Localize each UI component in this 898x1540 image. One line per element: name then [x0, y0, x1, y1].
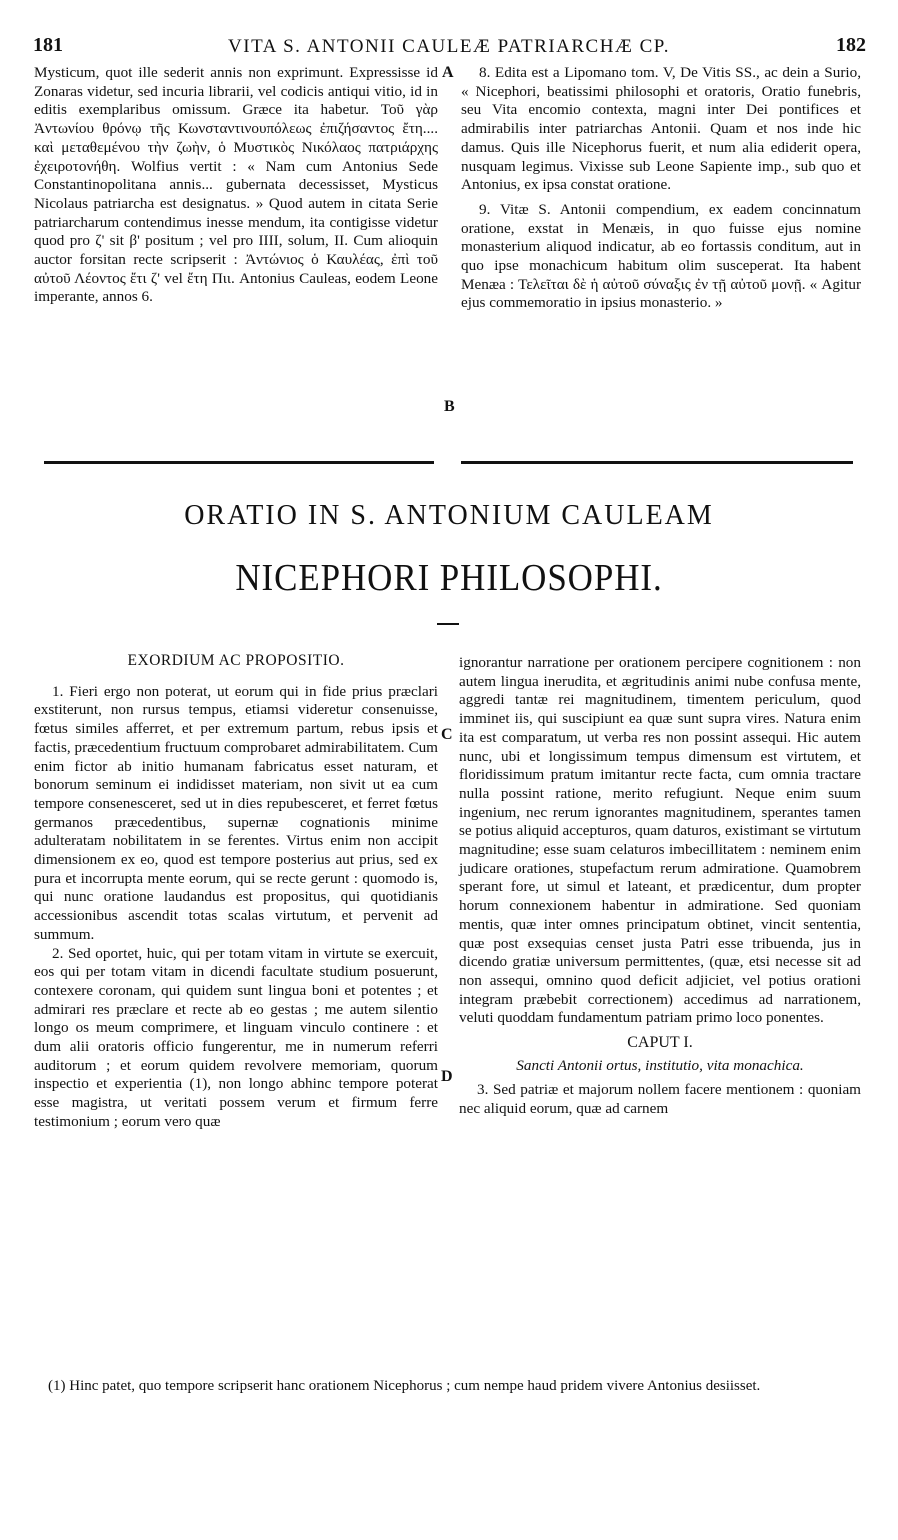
separator-rule-left — [44, 461, 434, 464]
main-left-column — [34, 652, 438, 1132]
margin-letter-d: D — [441, 1068, 453, 1085]
top-left-paragraph: Mysticum, quot ille sederit annis non exprimunt. Expressisse id Zonaras videtur, sed incuria librarii, vel codicis antiqui vitio, id in editis exemplaribus omissum. Græce ita habetur. Τοῦ γὰρ Ἀντωνίου θρόνῳ τῆς Κωνσταντινουπόλεως ἐπιζήσαντος ἔτη.... καὶ μεταθεμένου τὴν ζωὴν, ὁ Μυστικὸς Νικόλαος πατριάρχης ἐχειροτονήθη. Wolfius vertit : « Nam cum Antonius Sede Constantinopolitana annis... gubernata decessisset, Mysticus Nicolaus patriarcha est designatus. » Quod autem in citata Serie patriarcharum contendimus inesse mendum, ita contigisse videtur quod pro ζ' sit β' positum ; vel pro IIII, solum, II. Cum alioquin auctor forsitan recte scripserit : Ἀντώνιος ὁ Καυλέας, ἐπὶ τοῦ αὐτοῦ Λέοντος ἔτι ζ' vel ἔτη Πιι. Antonius Cauleas, eodem Leone imperante, annos 6. — [34, 64, 438, 306]
top-right-paragraph-9: 9. Vitæ S. Antonii compendium, ex eadem concinnatum oratione, exstat in Menæis, in quo fuisse ejus nomine monasterium aliquod indicatur, ab eo fortassis conditum, aut in quo ipse monachicum habitum olim susceperat. Ita habent Menæa : Τελεῖται δὲ ἡ αὐτοῦ σύναξις ἐν τῇ αὐτοῦ μονῇ. « Agitur ejus commemoratio in ipsius monasterio. » — [461, 200, 861, 312]
footnote: (1) Hinc patet, quo tempore scripserit hanc orationem Nicephorus ; cum nempe haud pridem vivere Antonius desiisset. — [48, 1378, 761, 1394]
margin-letter-b: B — [444, 398, 455, 415]
running-title: VITA S. ANTONII CAULEÆ PATRIARCHÆ CP. — [228, 36, 670, 57]
main-right-paragraph: ignorantur narratione per orationem percipere cognitionem : non autem lingua inerudita, et ægritudinis animi nube confusa mente, aggredi tantæ rei magnitudinem, timentem periculum, quod imminet iis, qui suscipiunt ea quæ sunt supra vires. Natura enim ita est comparatum, ut verba res non possint assequi. Hic autem nunc, ubi et longissimum tempus dimensum est virtutem, et floridissimum pratum imitantur recte facta, cum omnia tractare nulla possint ratione, merito refugiunt. Neque enim suum ingenium, nec rerum ignorantes magnitudinem, sperantes tamen se potius aliquid accepturos, quam daturos, existimant se virtutum magnitudine; esse suam celaturos imbecillitatem : neminem enim judicare orationes, stupefactum rerum admiratione. Quamobrem sperant fore, ut simul et lateant, et prædicentur, dum propter horum connexionem habentur in admiratione. Sed quoniam mentis, quæ inter omnes principatum obtinet, vincit sententia, quæ post exsequias censet justa Patri esse tribuenda, jus in dicendo gratiæ universum permittentes, (quæ, etsi necesse sit ad non assequi, omnino quod deficit adjiciet, vel potius orationi integram præbebit correctionem) accedimus ad narrationem, veluti quoddam fundamentum patriam primo loco ponentes. — [459, 654, 861, 1027]
margin-letter-a: A — [442, 64, 454, 81]
section-heading: EXORDIUM AC PROPOSITIO. — [127, 652, 345, 669]
title-dash — [437, 623, 459, 625]
caput-heading: CAPUT I. — [627, 1034, 693, 1052]
oration-title: ORATIO IN S. ANTONIUM CAULEAM — [184, 500, 714, 531]
top-right-paragraph-8: 8. Edita est a Lipomano tom. V, De Vitis SS., ac dein a Surio, « Nicephori, beatissimi philosophi et oratoris, Oratio funebris, seu Vita encomio contexta, magni inter Dei pontifices et admirabilis inter patriarchas Antonii. Quam et nos inde hic damus. Quis ille Nicephorus fuerit, et num alia ediderit opera, nusquam legimus. Vixisse sub Leone Sapiente imp., sub quo et Antonius, ex ipsa constat oratione. — [461, 64, 861, 194]
main-left-paragraph-2: 2. Sed oportet, huic, qui per totam vitam in virtute se exercuit, eos qui per totam vitam in dicendi facultate studium posuerunt, contexere coronam, qui quidem sunt lingua boni et potentes ; et admirari res præclare et recte ab eo gestas ; me autem silentio longo os meum comprimere, et linguam vinculo continere : et dum alii oratoris officio fungerentur, me in numerum referri auditorum ; et eorum quidem revolvere memoriam, quorum inspectio et experientia (1), non longo abhinc tempore poterat esse magistra, ut veritati possem verum et firmum ferre testimonium ; eorum vero quæ — [34, 944, 438, 1130]
oration-author: NICEPHORI PHILOSOPHI. — [235, 557, 663, 599]
caput-paragraph-3: 3. Sed patriæ et majorum nollem facere mentionem : quoniam nec aliquid eorum, quæ ad carnem — [459, 1081, 861, 1118]
page-number-right: 182 — [836, 34, 866, 56]
main-right-column — [459, 654, 861, 1119]
caput-subtitle: Sancti Antonii ortus, institutio, vita monachica. — [516, 1056, 804, 1074]
main-left-paragraph-1: 1. Fieri ergo non poterat, ut eorum qui in fide prius præclari exstiterunt, non rursus tempus, etiamsi videretur consenuisse, fœtus similes afferret, et per extremum partum, rebus ipsis et factis, præcedentium fructuum comprobaret admirabilitatem. Cum enim fictor ab initio humanam fabricatus esset naturam, et bonorum seminum ei indidisset materiam, non sivit ut ea cum tempore consenesceret, sed ut in dies repubesceret, et ferret fœtus germanos præcedentibus, supernæ cognationis minime adulteratam nobilitatem in se ferentes. Virtus enim non accipit dimensionem ex eo, quod est tempore posterius aut prius, sed ex pura et incorrupta mente eorum, qui se recte gerunt : quomodo is, qui nunc oratione laudandus est propositus, qui quotidianis accessionibus ascendit totas scalas virtutum, et pervenit ad summum. — [34, 682, 438, 943]
top-left-column — [34, 64, 438, 307]
page-number-left: 181 — [33, 34, 63, 56]
top-right-column — [461, 64, 861, 313]
separator-rule-right — [461, 461, 853, 464]
margin-letter-c: C — [441, 726, 453, 743]
